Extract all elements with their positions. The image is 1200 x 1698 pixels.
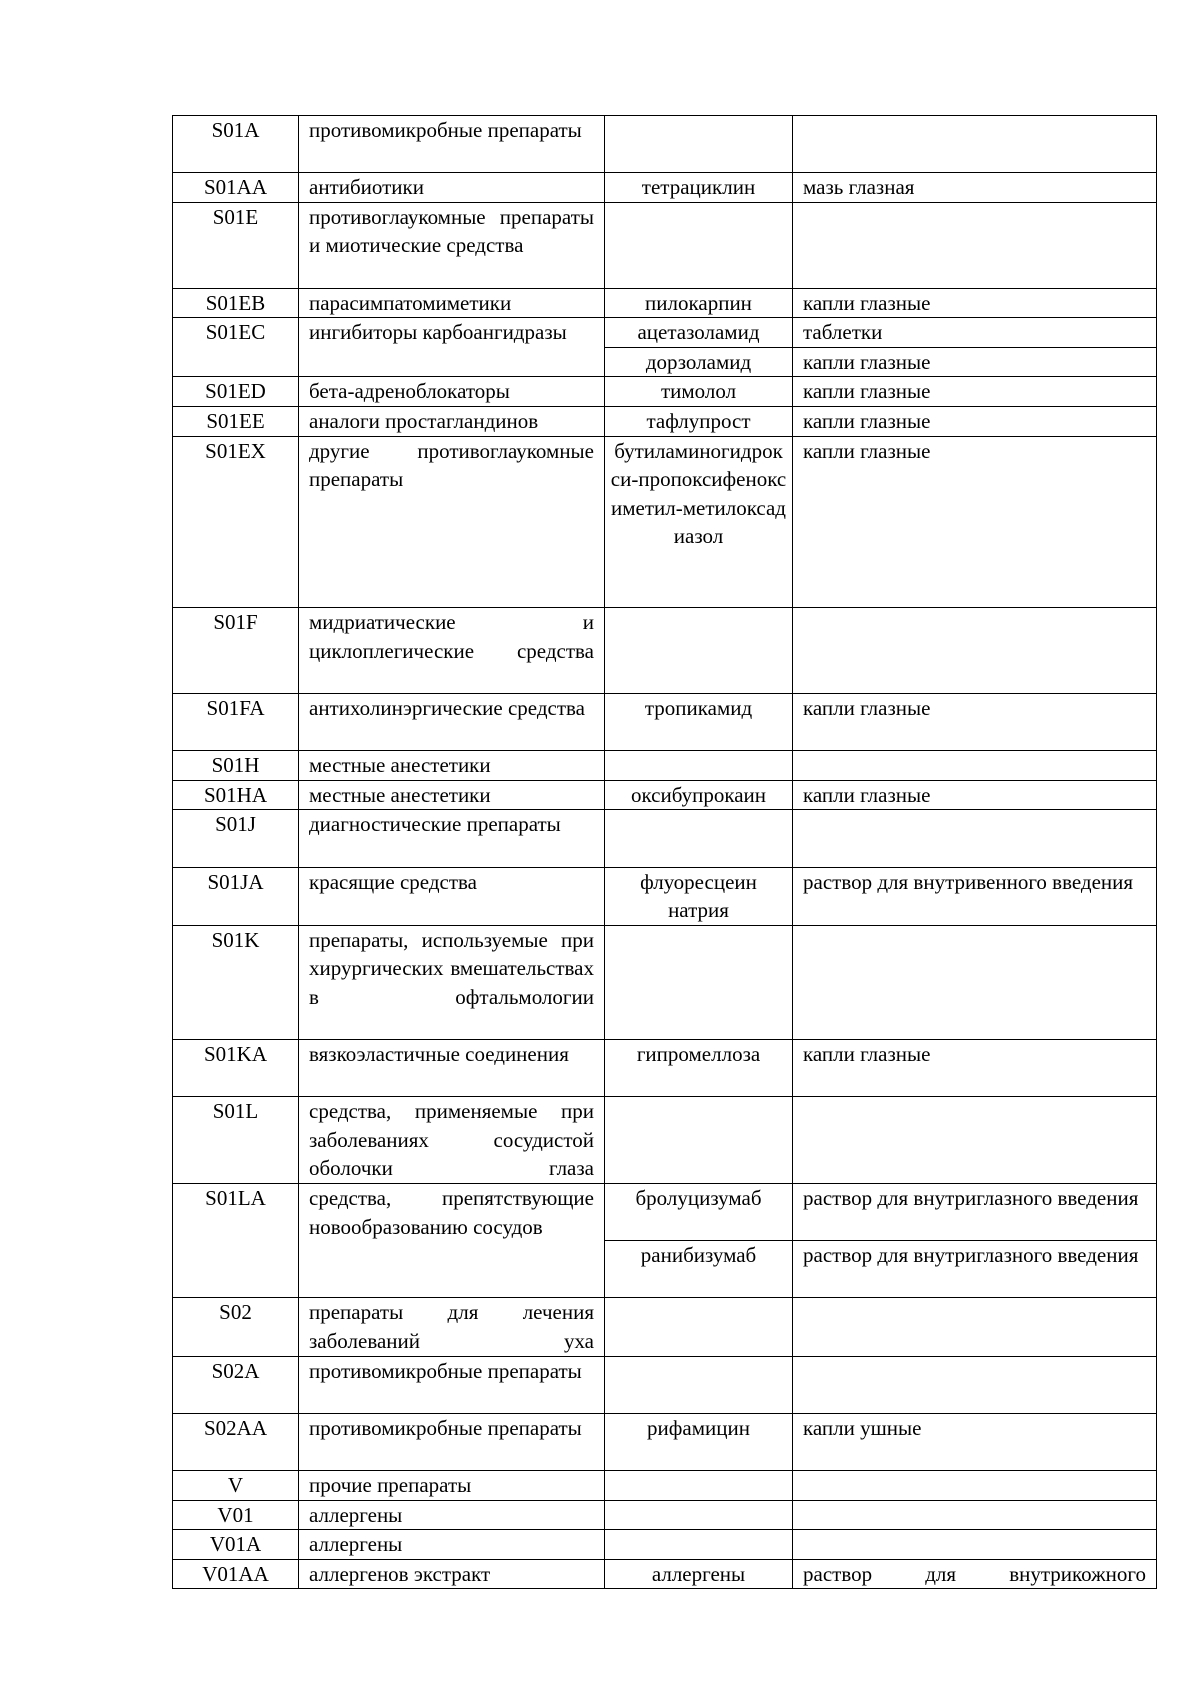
atc-code-cell: S02: [173, 1298, 299, 1356]
drug-name-cell: флуоресцеин натрия: [605, 867, 793, 925]
drug-name-cell: [605, 1298, 793, 1356]
table-row: [173, 1470, 1157, 1500]
drug-name-cell: [605, 608, 793, 694]
dosage-form-cell: [793, 116, 1157, 173]
atc-code-cell: S01EC: [173, 318, 299, 377]
anatomical-group-cell: антихолинэргические средства: [299, 693, 605, 750]
table-row: [173, 288, 1157, 318]
dosage-form-cell: капли глазные: [793, 436, 1157, 608]
anatomical-group-cell: препараты, используемые при хирургических вмешательствах в офтальмологии: [299, 925, 605, 1039]
anatomical-group-cell: местные анестетики: [299, 780, 605, 810]
drug-name-cell: тропикамид: [605, 693, 793, 750]
table-row: [173, 1500, 1157, 1530]
dosage-form-cell: [793, 925, 1157, 1039]
dosage-form-cell: капли глазные: [793, 1040, 1157, 1097]
dosage-form-cell: таблетки: [793, 318, 1157, 348]
atc-code-cell: S01KA: [173, 1040, 299, 1097]
dosage-form-cell: [793, 1470, 1157, 1500]
table-row: [173, 1040, 1157, 1097]
table-row: [173, 1184, 1157, 1241]
atc-code-cell: V01A: [173, 1530, 299, 1560]
anatomical-group-cell: прочие препараты: [299, 1470, 605, 1500]
atc-code-cell: S01AA: [173, 173, 299, 203]
table-row: [173, 693, 1157, 750]
atc-code-cell: V01AA: [173, 1559, 299, 1589]
table-row: [173, 377, 1157, 407]
drug-name-cell: оксибупрокаин: [605, 780, 793, 810]
drug-name-cell: [605, 1470, 793, 1500]
drug-name-cell: [605, 1530, 793, 1560]
drug-name-cell: [605, 116, 793, 173]
anatomical-group-cell: мидриатические и циклоплегические средства: [299, 608, 605, 694]
table-row: [173, 925, 1157, 1039]
dosage-form-cell: раствор для внутривенного введения: [793, 867, 1157, 925]
table-row: [173, 1298, 1157, 1356]
dosage-form-cell: [793, 1500, 1157, 1530]
anatomical-group-cell: аллергены: [299, 1530, 605, 1560]
dosage-form-cell: [793, 1298, 1157, 1356]
drug-name-cell: аллергены: [605, 1559, 793, 1589]
dosage-form-cell: раствор для внутрикожного: [793, 1559, 1157, 1589]
anatomical-group-cell: местные анестетики: [299, 751, 605, 781]
atc-code-cell: S01K: [173, 925, 299, 1039]
table-row: [173, 867, 1157, 925]
anatomical-group-cell: противомикробные препараты: [299, 1356, 605, 1413]
anatomical-group-cell: средства, применяемые при заболеваниях сосудистой оболочки глаза: [299, 1097, 605, 1184]
atc-code-cell: S01ED: [173, 377, 299, 407]
dosage-form-cell: капли ушные: [793, 1413, 1157, 1470]
anatomical-group-cell: парасимпатомиметики: [299, 288, 605, 318]
atc-code-cell: V: [173, 1470, 299, 1500]
drug-name-cell: [605, 202, 793, 288]
dosage-form-cell: [793, 608, 1157, 694]
table-row: [173, 1559, 1157, 1589]
drug-name-cell: [605, 1500, 793, 1530]
drug-name-cell: тетрациклин: [605, 173, 793, 203]
anatomical-group-cell: красящие средства: [299, 867, 605, 925]
atc-code-cell: S02AA: [173, 1413, 299, 1470]
drug-name-cell: [605, 925, 793, 1039]
drug-name-cell: [605, 810, 793, 867]
table-row: [173, 318, 1157, 348]
atc-code-cell: S01J: [173, 810, 299, 867]
anatomical-group-cell: препараты для лечения заболеваний уха: [299, 1298, 605, 1356]
anatomical-group-cell: диагностические препараты: [299, 810, 605, 867]
atc-code-cell: S01HA: [173, 780, 299, 810]
anatomical-group-cell: средства, препятствующие новообразованию сосудов: [299, 1184, 605, 1298]
drug-name-cell: ранибизумаб: [605, 1241, 793, 1298]
atc-code-cell: S01FA: [173, 693, 299, 750]
table-row: [173, 1097, 1157, 1184]
table-row: [173, 1356, 1157, 1413]
drug-name-cell: [605, 1097, 793, 1184]
drug-name-cell: [605, 1356, 793, 1413]
dosage-form-cell: мазь глазная: [793, 173, 1157, 203]
drug-name-cell: тимолол: [605, 377, 793, 407]
anatomical-group-cell: противоглаукомные препараты и миотические средства: [299, 202, 605, 288]
anatomical-group-cell: вязкоэластичные соединения: [299, 1040, 605, 1097]
dosage-form-cell: капли глазные: [793, 693, 1157, 750]
dosage-form-cell: капли глазные: [793, 406, 1157, 436]
drug-name-cell: бутиламиногидрокси-пропоксифеноксиметил-метилоксадиазол: [605, 436, 793, 608]
anatomical-group-cell: ингибиторы карбоангидразы: [299, 318, 605, 377]
atc-code-cell: S01LA: [173, 1184, 299, 1298]
anatomical-group-cell: аналоги простагландинов: [299, 406, 605, 436]
table-row: [173, 780, 1157, 810]
anatomical-group-cell: бета-адреноблокаторы: [299, 377, 605, 407]
dosage-form-cell: [793, 1097, 1157, 1184]
table-row: [173, 116, 1157, 173]
atc-code-cell: S01E: [173, 202, 299, 288]
drug-name-cell: тафлупрост: [605, 406, 793, 436]
anatomical-group-cell: противомикробные препараты: [299, 116, 605, 173]
anatomical-group-cell: противомикробные препараты: [299, 1413, 605, 1470]
dosage-form-cell: капли глазные: [793, 288, 1157, 318]
dosage-form-cell: [793, 810, 1157, 867]
dosage-form-cell: [793, 1356, 1157, 1413]
drug-name-cell: рифамицин: [605, 1413, 793, 1470]
atc-code-cell: S01A: [173, 116, 299, 173]
table-row: [173, 436, 1157, 608]
dosage-form-cell: капли глазные: [793, 347, 1157, 377]
atc-code-cell: V01: [173, 1500, 299, 1530]
dosage-form-cell: капли глазные: [793, 780, 1157, 810]
table-row: [173, 173, 1157, 203]
dosage-form-cell: раствор для внутриглазного введения: [793, 1184, 1157, 1241]
anatomical-group-cell: аллергены: [299, 1500, 605, 1530]
table-row: [173, 810, 1157, 867]
drug-classification-table: [172, 115, 1157, 1589]
dosage-form-cell: [793, 202, 1157, 288]
dosage-form-cell: [793, 1530, 1157, 1560]
atc-code-cell: S01EE: [173, 406, 299, 436]
table-row: [173, 1413, 1157, 1470]
table-row: [173, 1530, 1157, 1560]
atc-code-cell: S01EB: [173, 288, 299, 318]
drug-name-cell: бролуцизумаб: [605, 1184, 793, 1241]
anatomical-group-cell: антибиотики: [299, 173, 605, 203]
dosage-form-cell: [793, 751, 1157, 781]
table-row: [173, 751, 1157, 781]
drug-name-cell: пилокарпин: [605, 288, 793, 318]
anatomical-group-cell: другие противоглаукомные препараты: [299, 436, 605, 608]
dosage-form-cell: раствор для внутриглазного введения: [793, 1241, 1157, 1298]
atc-code-cell: S01L: [173, 1097, 299, 1184]
atc-code-cell: S01JA: [173, 867, 299, 925]
anatomical-group-cell: аллергенов экстракт: [299, 1559, 605, 1589]
atc-code-cell: S01H: [173, 751, 299, 781]
drug-name-cell: дорзоламид: [605, 347, 793, 377]
atc-code-cell: S01F: [173, 608, 299, 694]
drug-name-cell: гипромеллоза: [605, 1040, 793, 1097]
dosage-form-cell: капли глазные: [793, 377, 1157, 407]
drug-name-cell: [605, 751, 793, 781]
table-row: [173, 608, 1157, 694]
drug-name-cell: ацетазоламид: [605, 318, 793, 348]
atc-code-cell: S01EX: [173, 436, 299, 608]
table-row: [173, 406, 1157, 436]
table-row: [173, 202, 1157, 288]
atc-code-cell: S02A: [173, 1356, 299, 1413]
